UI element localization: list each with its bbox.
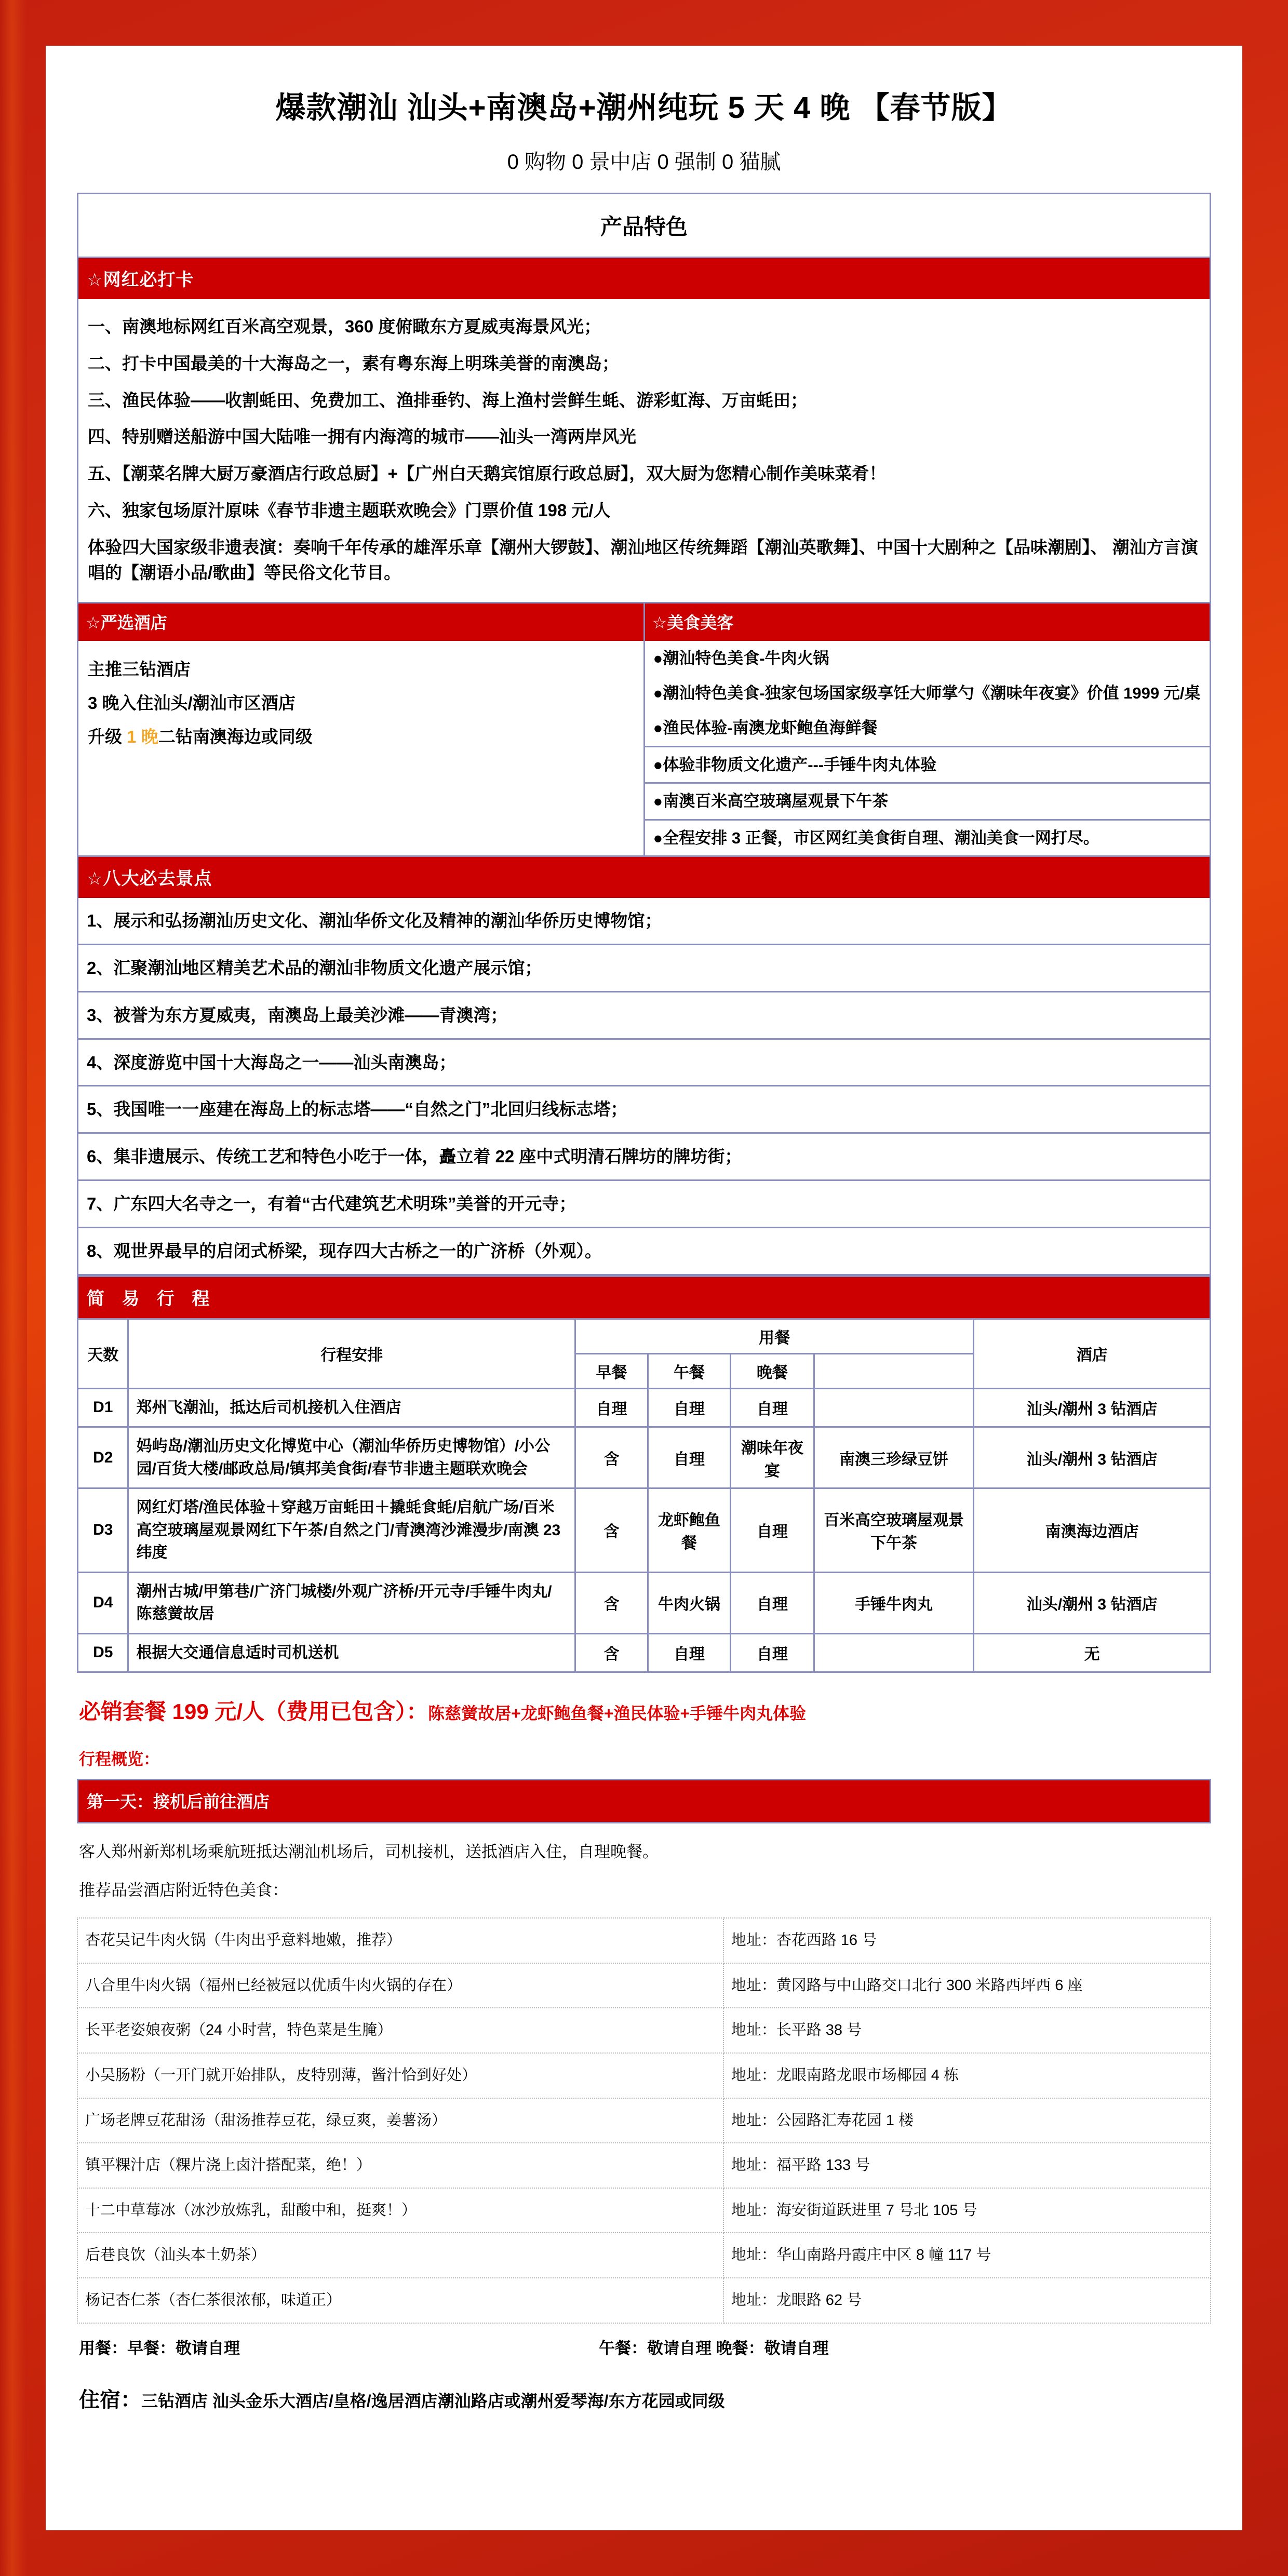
page-subtitle: 0 购物 0 景中店 0 强制 0 猫腻 [507, 151, 781, 173]
product-features-title-box [77, 193, 1211, 258]
col-day: 天数 [78, 1319, 128, 1388]
upgrade-suffix: 二钻南澳海边或同级 [158, 727, 313, 746]
table-row [78, 1427, 1211, 1488]
cell-lunch: 自理 [648, 1388, 730, 1427]
col-extra [814, 1353, 973, 1388]
influencer-list [78, 299, 1210, 602]
cell-restaurant-name: 小吴肠粉（一开门就开始排队，皮特别薄，酱汁恰到好处） [77, 2053, 723, 2098]
cell-restaurant-name: 十二中草莓冰（冰沙放炼乳，甜酸中和，挺爽！） [77, 2188, 723, 2233]
cell-extra [814, 1633, 973, 1672]
cell-restaurant-address: 地址：龙眼南路龙眼市场椰园 4 栋 [723, 2053, 1211, 2098]
cell-breakfast: 含 [575, 1572, 648, 1633]
cell-restaurant-name: 广场老牌豆花甜汤（甜汤推荐豆花，绿豆爽，姜薯汤） [77, 2098, 723, 2143]
table-row [77, 2053, 1211, 2098]
list-item: 六、独家包场原汁原味《春节非遗主题联欢晚会》门票价值 198 元/人 [88, 501, 611, 520]
list-item: ●全程安排 3 正餐，市区网红美食街自理、潮汕美食一网打尽。 [653, 828, 1099, 847]
day1-meals-right: 午餐：敬请自理 晚餐：敬请自理 [598, 2339, 829, 2357]
cell-day: D3 [78, 1488, 128, 1573]
upgrade-prefix: 升级 [88, 727, 127, 746]
list-item: 8、观世界最早的启闭式桥梁，现存四大古桥之一的广济桥（外观）。 [87, 1241, 602, 1260]
list-item: ●潮汕特色美食-独家包场国家级享饪大师掌勺《潮味年夜宴》价值 1999 元/桌 [653, 684, 1201, 703]
cell-breakfast: 含 [575, 1633, 648, 1672]
cell-restaurant-name: 镇平粿汁店（粿片浇上卤汁搭配菜，绝！） [77, 2143, 723, 2188]
cell-breakfast: 含 [575, 1427, 648, 1488]
restaurant-table [77, 1917, 1211, 2323]
list-item: ●体验非物质文化遗产---手锤牛肉丸体验 [645, 747, 1210, 784]
cell-day: D2 [78, 1427, 128, 1488]
cell-restaurant-address: 地址：杏花西路 16 号 [723, 1918, 1211, 1963]
table-row [77, 2098, 1211, 2143]
package-headline: 必销套餐 199 元/人（费用已包含）： [79, 1699, 428, 1724]
list-item: 2、汇聚潮汕地区精美艺术品的潮汕非物质文化遗产展示馆； [78, 945, 1210, 992]
table-row [77, 2143, 1211, 2188]
influencer-header-bar: ☆网红必打卡 [78, 258, 1210, 299]
cell-restaurant-address: 地址：福平路 133 号 [723, 2143, 1211, 2188]
cell-plan: 根据大交通信息适时司机送机 [128, 1633, 575, 1672]
list-item: ●渔民体验-南澳龙虾鲍鱼海鲜餐 [645, 710, 1210, 747]
table-row [78, 1488, 1211, 1573]
list-item: 6、集非遗展示、传统工艺和特色小吃于一体，矗立着 22 座中式明清石牌坊的牌坊街； [78, 1134, 1210, 1181]
cell-restaurant-name: 后巷良饮（汕头本土奶茶） [77, 2233, 723, 2278]
cell-dinner: 自理 [730, 1633, 814, 1672]
stay-label: 住宿： [79, 2388, 141, 2411]
col-breakfast: 早餐 [575, 1353, 648, 1388]
cell-hotel: 汕头/潮州 3 钻酒店 [974, 1572, 1211, 1633]
cell-extra [814, 1388, 973, 1427]
cell-hotel: 南澳海边酒店 [974, 1488, 1211, 1573]
table-row [78, 1572, 1211, 1633]
list-item: 5、我国唯一一座建在海岛上的标志塔——“自然之门”北回归线标志塔； [78, 1086, 1210, 1134]
list-item: 1、展示和弘扬潮汕历史文化、潮汕华侨文化及精神的潮汕华侨历史博物馆； [78, 898, 1210, 945]
cell-lunch: 自理 [648, 1633, 730, 1672]
list-item: 四、特别赠送船游中国大陆唯一拥有内海湾的城市——汕头一湾两岸风光 [88, 427, 636, 447]
cell-plan: 妈屿岛/潮汕历史文化博览中心（潮汕华侨历史博物馆）/小公园/百货大楼/邮政总局/镇邦美食街/春节非遗主题联欢晚会 [128, 1427, 575, 1488]
list-item: 二、打卡中国最美的十大海岛之一，素有粤东海上明珠美誉的南澳岛； [88, 353, 619, 373]
cell-plan: 潮州古城/甲第巷/广济门城楼/外观广济桥/开元寺/手锤牛肉丸/陈慈黉故居 [128, 1572, 575, 1633]
cell-extra: 南澳三珍绿豆饼 [814, 1427, 973, 1488]
food-header-bar: ☆美食美客 [645, 603, 1210, 641]
day1-meals-left: 用餐：早餐：敬请自理 [79, 2339, 240, 2357]
hotel-body [78, 641, 643, 767]
cell-restaurant-address: 地址：华山南路丹霞庄中区 8 幢 117 号 [723, 2233, 1211, 2278]
col-lunch: 午餐 [648, 1353, 730, 1388]
cell-plan: 网红灯塔/渔民体验＋穿越万亩蚝田＋撬蚝食蚝/启航广场/百米高空玻璃屋观景网红下午茶/自然之门/青澳湾沙滩漫步/南澳 23 纬度 [128, 1488, 575, 1573]
cell-extra: 手锤牛肉丸 [814, 1572, 973, 1633]
package-detail: 陈慈黉故居+龙虾鲍鱼餐+渔民体验+手锤牛肉丸体验 [428, 1704, 807, 1723]
day1-paragraph: 客人郑州新郑机场乘航班抵达潮汕机场后，司机接机，送抵酒店入住，自理晚餐。 [79, 1843, 659, 1861]
cell-dinner: 自理 [730, 1572, 814, 1633]
list-item: 3、被誉为东方夏威夷，南澳岛上最美沙滩——青澳湾； [78, 992, 1210, 1040]
upgrade-highlight: 1 晚 [127, 727, 158, 746]
list-item: ●潮汕特色美食-牛肉火锅 [653, 649, 829, 667]
cell-restaurant-address: 地址：长平路 38 号 [723, 2008, 1211, 2053]
cell-restaurant-address: 地址：黄冈路与中山路交口北行 300 米路西坪西 6 座 [723, 1963, 1211, 2008]
col-plan: 行程安排 [128, 1319, 575, 1388]
page-title: 爆款潮汕 汕头+南澳岛+潮州纯玩 5 天 4 晚 【春节版】 [275, 91, 1013, 125]
table-header-row [78, 1319, 1211, 1353]
table-row [77, 1918, 1211, 1963]
cell-day: D1 [78, 1388, 128, 1427]
list-item: 三、渔民体验——收割蚝田、免费加工、渔排垂钓、海上渔村尝鲜生蚝、游彩虹海、万亩蚝田； [88, 390, 808, 410]
hotel-food-section [77, 603, 1211, 857]
table-row [77, 1963, 1211, 2008]
influencer-section [77, 258, 1211, 603]
cell-dinner: 自理 [730, 1488, 814, 1573]
col-hotel: 酒店 [974, 1319, 1211, 1388]
col-dinner: 晚餐 [730, 1353, 814, 1388]
day1-meals-row [77, 2324, 1211, 2363]
package-price-line [77, 1673, 1211, 1733]
hotel-line-1: 主推三钻酒店 [88, 659, 191, 679]
cell-restaurant-name: 长平老姿娘夜粥（24 小时营，特色菜是生腌） [77, 2008, 723, 2053]
list-item: 一、南澳地标网红百米高空观景，360 度俯瞰东方夏威夷海景风光； [88, 317, 601, 336]
table-row [77, 2233, 1211, 2278]
attractions-header-bar: ☆八大必去景点 [78, 857, 1210, 898]
table-row [77, 2008, 1211, 2053]
list-item: 五、【潮菜名牌大厨万豪酒店行政总厨】+【广州白天鹅宾馆原行政总厨】，双大厨为您精心制作美味菜肴！ [88, 464, 887, 484]
hotel-column [78, 603, 645, 855]
cell-restaurant-address: 地址：海安街道跃进里 7 号北 105 号 [723, 2188, 1211, 2233]
cell-hotel: 汕头/潮州 3 钻酒店 [974, 1427, 1211, 1488]
food-column [645, 603, 1210, 855]
cell-lunch: 牛肉火锅 [648, 1572, 730, 1633]
cell-restaurant-name: 杏花吴记牛肉火锅（牛肉出乎意料地嫩，推荐） [77, 1918, 723, 1963]
list-item: 4、深度游览中国十大海岛之一——汕头南澳岛； [78, 1040, 1210, 1087]
cell-lunch: 自理 [648, 1427, 730, 1488]
cell-day: D4 [78, 1572, 128, 1633]
table-row [77, 2188, 1211, 2233]
document-page [46, 46, 1242, 2530]
list-item: 7、广东四大名寺之一，有着“古代建筑艺术明珠”美誉的开元寺； [78, 1181, 1210, 1228]
table-row [78, 1388, 1211, 1427]
hotel-header-bar: ☆严选酒店 [78, 603, 643, 641]
overview-label: 行程概览： [79, 1750, 159, 1769]
day1-recommend-label: 推荐品尝酒店附近特色美食： [79, 1881, 288, 1899]
cell-dinner: 自理 [730, 1388, 814, 1427]
cell-restaurant-name: 杨记杏仁茶（杏仁茶很浓郁，味道正） [77, 2278, 723, 2323]
cell-hotel: 无 [974, 1633, 1211, 1672]
list-item: ●南澳百米高空玻璃屋观景下午茶 [645, 784, 1210, 820]
cell-restaurant-address: 地址：龙眼路 62 号 [723, 2278, 1211, 2323]
cell-lunch: 龙虾鲍鱼餐 [648, 1488, 730, 1573]
cell-extra: 百米高空玻璃屋观景下午茶 [814, 1488, 973, 1573]
cell-dinner: 潮味年夜宴 [730, 1427, 814, 1488]
cell-hotel: 汕头/潮州 3 钻酒店 [974, 1388, 1211, 1427]
cell-restaurant-address: 地址：公园路汇寿花园 1 楼 [723, 2098, 1211, 2143]
day1-header-bar: 第一天：接机后前往酒店 [77, 1779, 1211, 1823]
cell-breakfast: 含 [575, 1488, 648, 1573]
product-features-heading: 产品特色 [600, 214, 688, 239]
table-row [78, 1633, 1211, 1672]
list-item: 体验四大国家级非遗表演：奏响千年传承的雄浑乐章【潮州大锣鼓】、潮汕地区传统舞蹈【潮汕英歌舞】、中国十大剧种之【品味潮剧】、 潮汕方言演唱的【潮语小品/歌曲】等民俗文化节目。 [88, 537, 1198, 582]
day1-stay-row [77, 2363, 1211, 2414]
cell-restaurant-name: 八合里牛肉火锅（福州已经被冠以优质牛肉火锅的存在） [77, 1963, 723, 2008]
table-row [77, 2278, 1211, 2323]
cell-plan: 郑州飞潮汕，抵达后司机接机入住酒店 [128, 1388, 575, 1427]
itinerary-header-bar: 简 易 行 程 [77, 1276, 1211, 1318]
col-meals: 用餐 [575, 1319, 974, 1353]
cell-day: D5 [78, 1633, 128, 1672]
hotel-line-2: 3 晚入住汕头/潮汕市区酒店 [88, 693, 296, 713]
itinerary-table [77, 1318, 1211, 1673]
cell-breakfast: 自理 [575, 1388, 648, 1427]
attractions-section [77, 857, 1211, 1276]
stay-value: 三钻酒店 汕头金乐大酒店/皇格/逸居酒店潮汕路店或潮州爱琴海/东方花园或同级 [141, 2391, 725, 2410]
hotel-line-3 [88, 720, 634, 754]
